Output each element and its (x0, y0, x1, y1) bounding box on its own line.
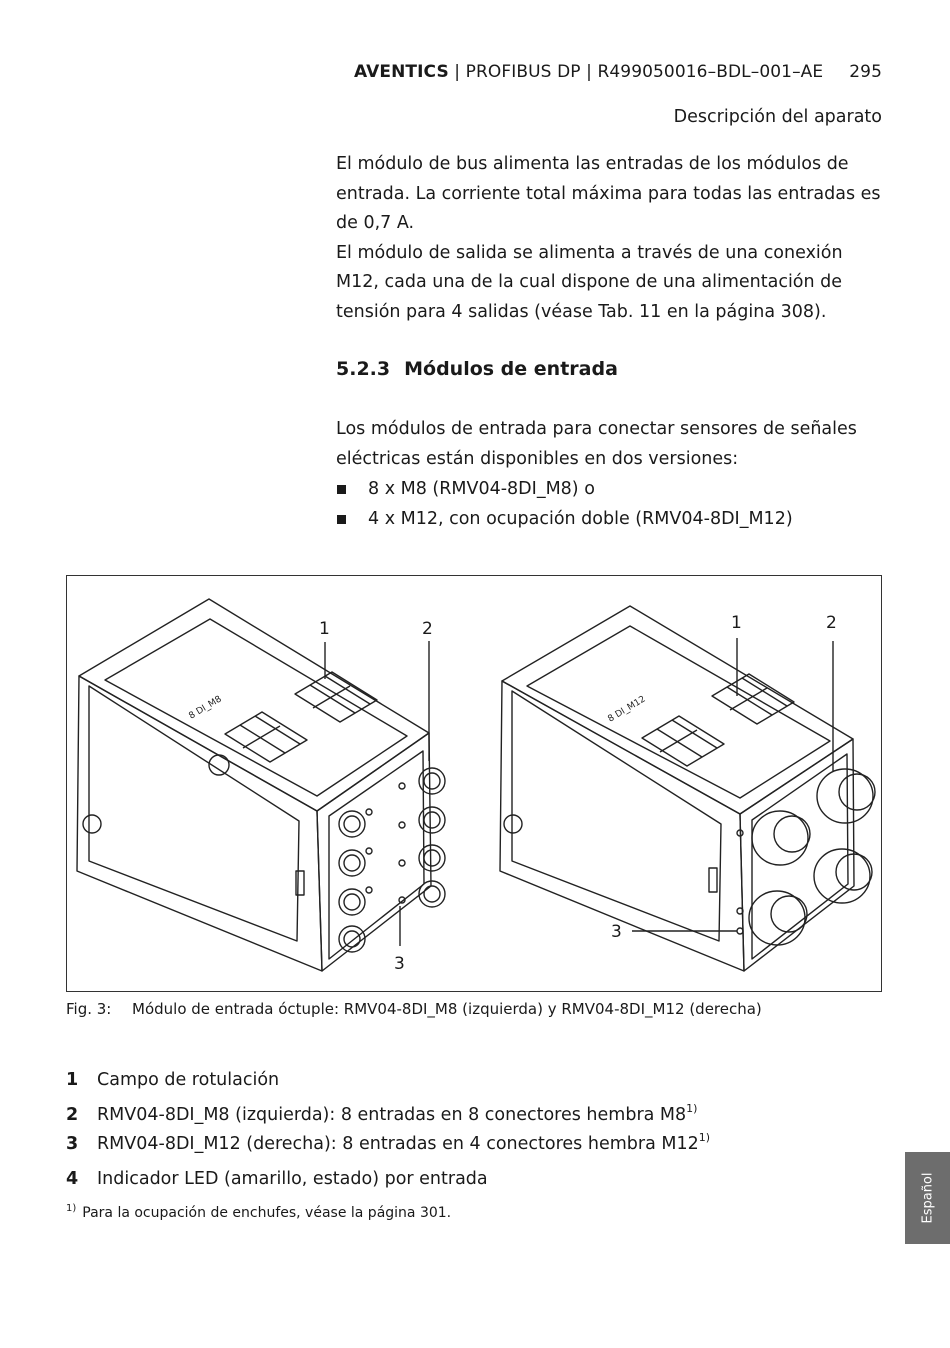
module-illustration (67, 576, 883, 993)
intro-text (336, 150, 886, 327)
callout-label: 1 (319, 619, 330, 639)
caption-text: Módulo de entrada óctuple: RMV04-8DI_M8 (izquierda) y RMV04-8DI_M12 (derecha) (132, 1000, 762, 1018)
heading-title: Módulos de entrada (404, 358, 618, 380)
running-header (354, 62, 882, 82)
footnote-marker: 1) (698, 1131, 711, 1144)
module-label: 8 DI_M8 (187, 694, 224, 722)
intro-paragraph: El módulo de salida se alimenta a través de una conexión M12, cada una de la cual dispone de una alimentación de tensión para 4 salidas (véase Tab. 11 en la página 308). (336, 242, 843, 322)
module-label: 8 DI_M12 (606, 694, 648, 725)
legend-key: 1 (66, 1070, 79, 1090)
header-doc-id: | PROFIBUS DP | R499050016–BDL–001–AE (448, 62, 824, 82)
list-item (336, 505, 793, 535)
header-brand: AVENTICS (354, 62, 449, 82)
callout-label: 1 (731, 613, 742, 633)
m12-input-module (500, 606, 875, 971)
heading-number: 5.2.3 (336, 358, 391, 380)
callout-label: 2 (422, 619, 433, 639)
figure-caption (66, 1000, 762, 1018)
footnote-text: Para la ocupación de enchufes, véase la página 301. (82, 1205, 452, 1221)
bullet-list (336, 475, 793, 534)
figure-frame (66, 575, 882, 992)
square-bullet-icon (337, 485, 346, 494)
page-number: 295 (849, 62, 882, 82)
list-item-text: 8 x M8 (RMV04-8DI_M8) o (368, 479, 595, 499)
lead-paragraph: Los módulos de entrada para conectar sensores de señales eléctricas están disponibles en dos versiones: (336, 419, 857, 469)
section-title: Descripción del aparato (673, 107, 882, 127)
legend-text: Indicador LED (amarillo, estado) por entrada (97, 1169, 488, 1189)
callout-label: 3 (611, 922, 622, 942)
square-bullet-icon (337, 515, 346, 524)
section-heading (336, 358, 618, 380)
callout-label: 3 (394, 954, 405, 974)
callout-label: 2 (826, 613, 837, 633)
caption-label: Fig. 3: (66, 1000, 112, 1018)
footnote-mark: 1) (66, 1203, 77, 1214)
legend-key: 3 (66, 1134, 79, 1154)
footnote (66, 1205, 451, 1221)
legend-text: RMV04-8DI_M8 (izquierda): 8 entradas en 8 conectores hembra M8$^{1)}$ (97, 1102, 698, 1125)
legend-key: 4 (66, 1169, 79, 1189)
footnote-marker: 1) (686, 1102, 698, 1115)
list-item-text: 4 x M12, con ocupación doble (RMV04-8DI_M12) (368, 508, 793, 529)
language-tab (905, 1152, 950, 1244)
intro-paragraph: El módulo de bus alimenta las entradas de los módulos de entrada. La corriente total máxima para todas las entradas es de 0,7 A. (336, 154, 881, 233)
legend-text: Campo de rotulación (97, 1070, 280, 1090)
language-tab-label: Español (920, 1172, 935, 1224)
legend-text: RMV04-8DI_M12 (derecha): 8 entradas en 4 conectores hembra M12$^{1)}$ (97, 1131, 711, 1154)
m8-input-module (77, 599, 445, 971)
legend-key: 2 (66, 1105, 79, 1125)
list-item (336, 475, 793, 505)
